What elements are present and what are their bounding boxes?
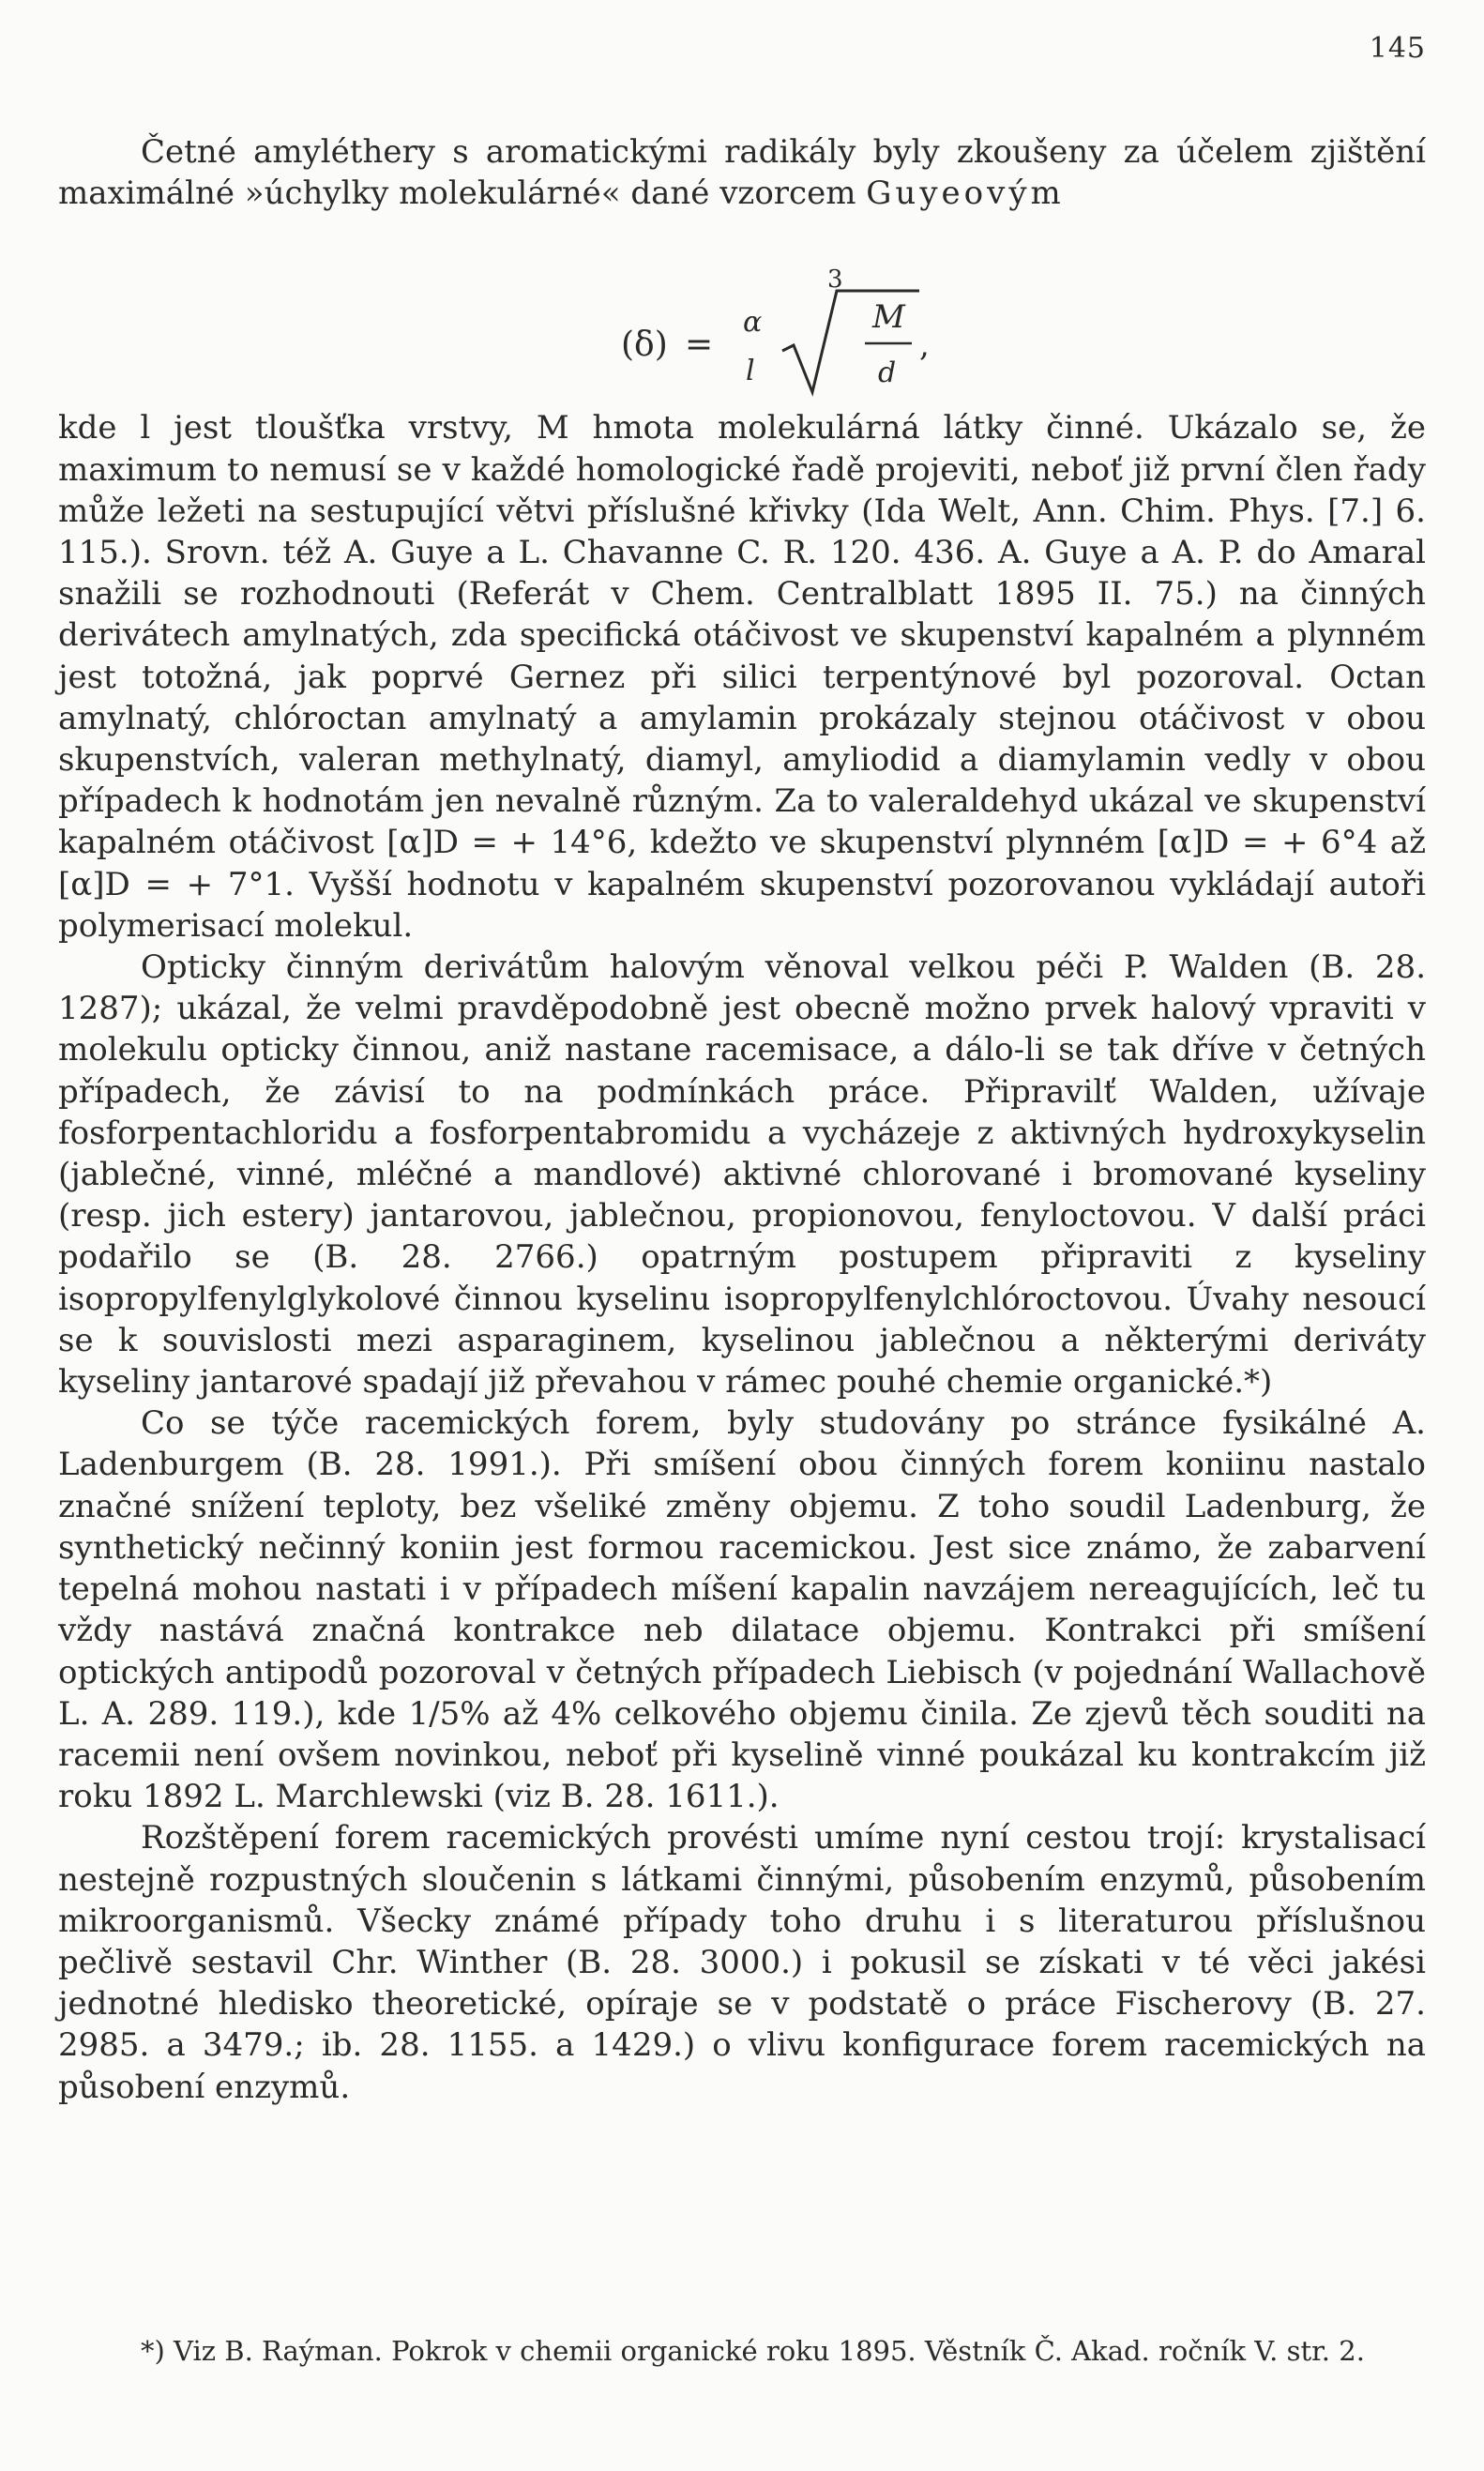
formula-comma: , — [919, 326, 930, 365]
formula-lhs: (δ) — [621, 326, 668, 365]
page-number: 145 — [1369, 32, 1426, 65]
footnote — [58, 2332, 1426, 2370]
paragraph-4: Rozštěpení forem racemických provésti umíme nyní cestou trojí: krystalisací nestejně rozpustných sloučenin s látkami činnými, působením enzymů, působením mikroorganismů. Všecky známé případy toho druhu i s literaturou příslušnou pečlivě sestavil Chr. Winther (B. 28. 3000.) i pokusil se získati v té věci jakési jednotné hledisko theoretické, opíraje se v podstatě o práce Fischerovy (B. 27. 2985. a 3479.; ib. 28. 1155. a 1429.) o vlivu konfigurace forem racemických na působení enzymů. — [58, 1819, 1426, 2106]
formula-root-index: 3 — [827, 265, 843, 295]
footnote-mark: *) — [141, 2335, 165, 2367]
formula-numerator: M — [872, 298, 905, 337]
intro-text: Četné amyléthery s aromatickými radikály byly zkoušeny za účelem zjištění maximálné »úchylky molekulárné« dané vzorcem — [58, 133, 1426, 213]
paragraph-2: Opticky činným derivátům halovým věnoval velkou péči P. Walden (B. 28. 1287); ukázal, že velmi pravděpodobně jest obecně možno prvek halový vpraviti v molekulu opticky činnou, aniž nastane racemisace, a dálo-li se tak dříve v četných případech, že závisí to na podmínkách práce. Připravilť Walden, užívaje fosforpentachloridu a fosforpentabromidu a vycházeje z aktivných hydroxykyselin (jablečné, vinné, mléčné a mandlové) aktivné chlorované i bromované kyseliny (resp. jich estery) jantarovou, jablečnou, propionovou, fenyloctovou. V další práci podařilo se (B. 28. 2766.) opatrným postupem připraviti z kyseliny isopropylfenylglykolové činnou kyselinu isopropylfenylchlóroctovou. Úvahy nesoucí se k souvislosti mezi asparaginem, kyselinou jablečnou a některými deriváty kyseliny jantarové spadají již převahou v rámec pouhé chemie organické.*) — [58, 948, 1426, 1402]
intro-author-name: Guyeovým — [866, 174, 1065, 213]
paragraph-3: Co se týče racemických forem, byly studovány po stránce fysikálné A. Ladenburgem (B. 28. 1991.). Při smíšení obou činných forem koniinu nastalo značné snížení teploty, bez všeliké změny objemu. Z toho soudil Ladenburg, že synthetický nečinný koniin jest formou racemickou. Jest sice známo, že zabarvení tepelná mohou nastati i v případech míšení kapalin navzájem nereagujících, leč tu vždy nastává značná kontrakce neb dilatace objemu. Kontrakci při smíšení optických antipodů pozoroval v četných případech Liebisch (v pojednání Wallachově L. A. 289. 119.), kde 1/5% až 4% celkového objemu činila. Ze zjevů těch souditi na racemii není ovšem novinkou, neboť při kyselině vinné poukázal ku kontrakcím již roku 1892 L. Marchlewski (viz B. 28. 1611.). — [58, 1404, 1426, 1816]
formula-ell: l — [746, 355, 755, 388]
guye-formula — [58, 220, 1426, 398]
formula-alpha: α — [743, 306, 763, 340]
body-text — [58, 131, 1426, 2108]
paragraph-1: kde l jest tloušťka vrstvy, M hmota molekulárná látky činné. Ukázalo se, že maximum to nemusí se v každé homologické řadě projeviti, neboť již první člen řady může ležeti na sestupující větvi příslušné křivky (Ida Welt, Ann. Chim. Phys. [7.] 6. 115.). Srovn. též A. Guye a L. Chavanne C. R. 120. 436. A. Guye a A. P. do Amaral snažili se rozhodnouti (Referát v Chem. Centralblatt 1895 II. 75.) na činných derivátech amylnatých, zda specifická otáčivost ve skupenství kapalném a plynném jest totožná, jak poprvé Gernez při silici terpentýnové byl pozoroval. Octan amylnatý, chlóroctan amylnatý a amylamin prokázaly stejnou otáčivost v obou skupenstvích, valeran methylnatý, diamyl, amyliodid a diamylamin vedly v obou případech k hodnotám jen nevalně různým. Za to valeraldehyd ukázal ve skupenství kapalném otáčivost [α]D = + 14°6, kdežto ve skupenství plynném [α]D = + 6°4 až [α]D = + 7°1. Vyšší hodnotu v kapalném skupenství pozorovanou vykládají autoři polymerisací molekul. — [58, 409, 1426, 945]
formula-denominator: d — [878, 356, 897, 390]
intro-paragraph — [58, 131, 1426, 214]
footnote-text: Viz B. Raýman. Pokrok v chemii organické roku 1895. Věstník Č. Akad. ročník V. str. 2. — [174, 2335, 1365, 2367]
formula-equals: = — [685, 326, 714, 365]
